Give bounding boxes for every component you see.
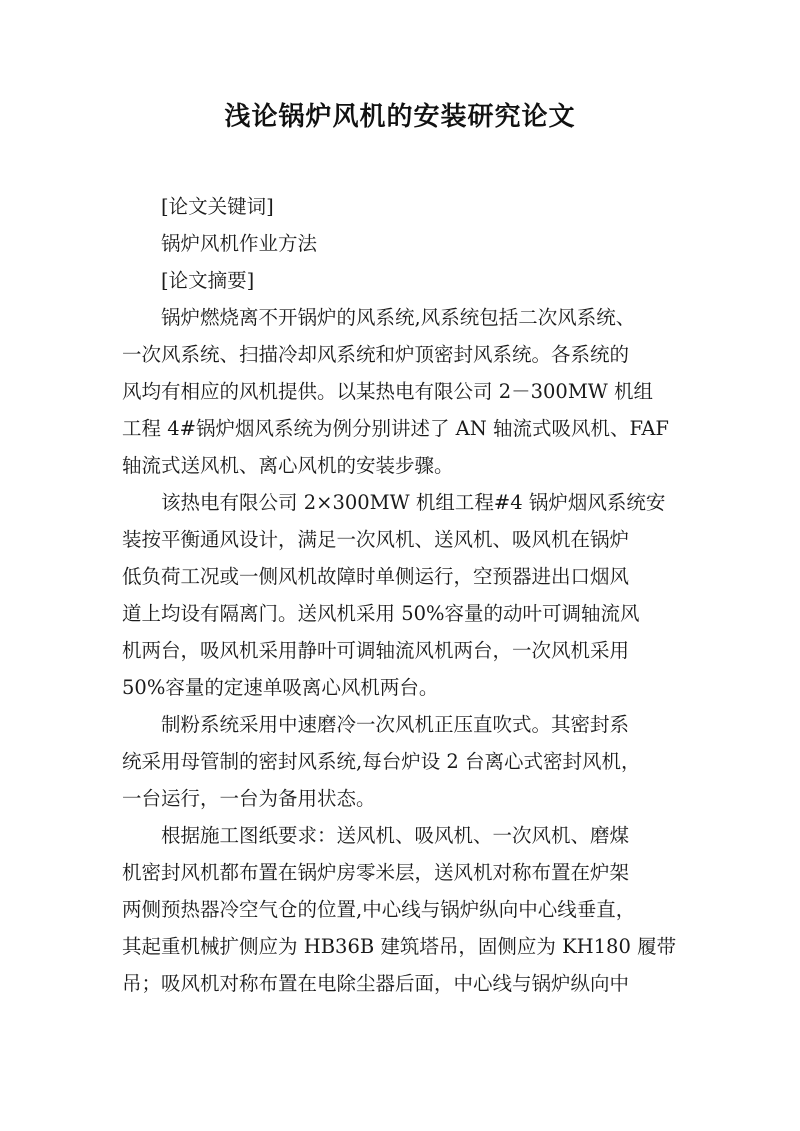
paragraph-line: 根据施工图纸要求：送风机、吸风机、一次风机、磨煤 [161, 824, 630, 847]
paragraph-line: 机两台，吸风机采用静叶可调轴流风机两台，一次风机采用 [122, 639, 630, 662]
paragraph-line: 50%容量的定速单吸离心风机两台。 [122, 676, 439, 699]
document-body [122, 188, 682, 1002]
paragraph [122, 706, 682, 817]
paragraph [122, 817, 682, 1002]
paragraph-line: 两侧预热器冷空气仓的位置,中心线与锅炉纵向中心线垂直， [122, 898, 636, 921]
paragraph-line: 轴流式送风机、离心风机的安装步骤。 [122, 454, 454, 477]
abstract-heading: [论文摘要] [161, 269, 255, 292]
document-title: 浅论锅炉风机的安装研究论文 [224, 102, 576, 132]
paragraph-line: 工程 4#锅炉烟风系统为例分别讲述了 AN 轴流式吸风机、FAF [122, 417, 669, 440]
paragraph-line: 机密封风机都布置在锅炉房零米层，送风机对称布置在炉架 [122, 861, 630, 884]
paragraph-line: 制粉系统采用中速磨冷一次风机正压直吹式。其密封系 [161, 713, 630, 736]
keywords-heading: [论文关键词] [161, 195, 274, 218]
paragraph-line: 装按平衡通风设计，满足一次风机、送风机、吸风机在锅炉 [122, 528, 630, 551]
paragraph-line: 一台运行，一台为备用状态。 [122, 787, 376, 810]
paragraph [122, 484, 682, 706]
paragraph-line: 道上均设有隔离门。送风机采用 50%容量的动叶可调轴流风 [122, 602, 640, 625]
paragraph-line: 低负荷工况或一侧风机故障时单侧运行，空预器进出口烟风 [122, 565, 630, 588]
paragraph [122, 299, 682, 484]
paragraph-line: 吊；吸风机对称布置在电除尘器后面，中心线与锅炉纵向中 [122, 972, 630, 995]
paragraph-line: 统采用母管制的密封风系统,每台炉设 2 台离心式密封风机， [122, 750, 641, 773]
paragraph-line: 其起重机械扩侧应为 HB36B 建筑塔吊，固侧应为 KH180 履带 [122, 935, 677, 958]
paragraph-line: 锅炉燃烧离不开锅炉的风系统,风系统包括二次风系统、 [161, 306, 636, 329]
keywords-text: 锅炉风机作业方法 [161, 232, 318, 255]
paragraph-line: 该热电有限公司 2×300MW 机组工程#4 锅炉烟风系统安 [161, 491, 666, 514]
paragraph-line: 风均有相应的风机提供。以某热电有限公司 2－300MW 机组 [122, 380, 654, 403]
paragraphs [122, 299, 682, 1002]
paragraph-line: 一次风系统、扫描冷却风系统和炉顶密封风系统。各系统的 [122, 343, 630, 366]
